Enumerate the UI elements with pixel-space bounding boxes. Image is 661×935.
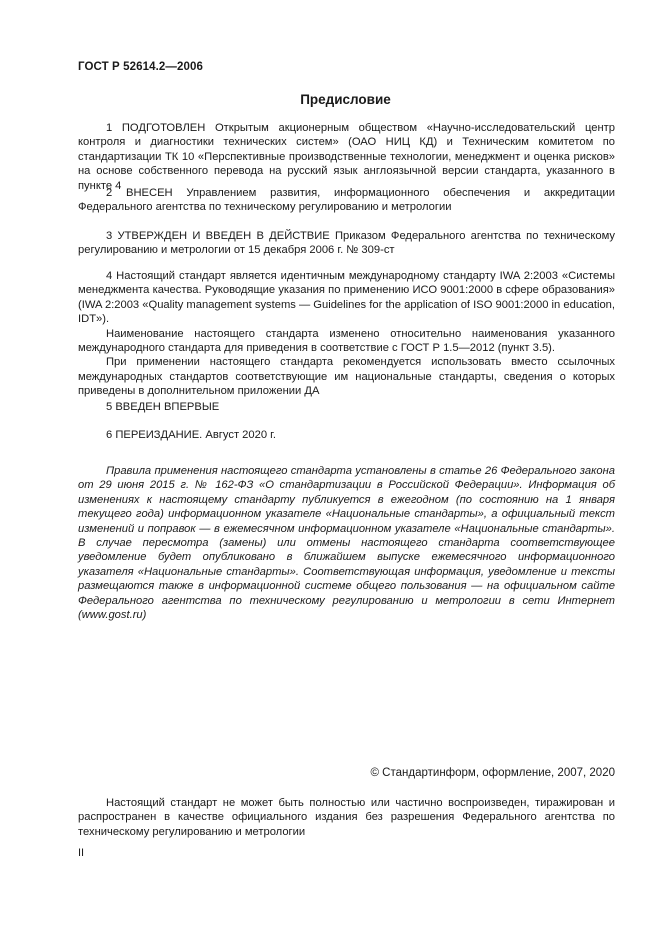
foreword-item-4 — [78, 269, 615, 399]
paragraph-prepared-by: 1 ПОДГОТОВЛЕН Открытым акционерным обществом «Научно-исследовательский центр контроля и диагностики технических систем» (ОАО НИЦ КД) и Техническим комитетом по стандартизации ТК 10 «Перспективные производственные технологии, менеджмент и оценка рисков» на основе собственного перевода на русский язык англоязычной версии стандарта, указанного в пункте 4 — [78, 122, 615, 192]
paragraph-reference-standards: При применении настоящего стандарта рекомендуется использовать вместо ссылочных международных стандартов соответствующие им национальные стандарты, сведения о которых приведены в дополнительном приложении ДА — [78, 356, 615, 398]
page-title: Предисловие — [300, 92, 391, 107]
reproduction-notice-text: Настоящий стандарт не может быть полностью или частично воспроизведен, тиражирован и распространен в качестве официального издания без разрешения Федерального агентства по техническому регулированию и метрологии — [78, 797, 615, 838]
foreword-item-5 — [78, 400, 615, 414]
rules-notice-text: Правила применения настоящего стандарта установлены в статье 26 Федерального закона от 29 июня 2015 г. № 162-ФЗ «О стандартизации в Российской Федерации». Информация об изменениях к настоящему стандарту публикуется в ежегодном (по состоянию на 1 января текущего года) информационном указателе «Национальные стандарты», а официальный текст изменений и поправок — в ежемесячном информационном указателе «Национальные стандарты». В случае пересмотра (замены) или отмены настоящего стандарта соответствующее уведомление будет опубликовано в ближайшем выпуске ежемесячного информационного указателя «Национальные стандарты». Соответствующая информация, уведомление и тексты размещаются также в информационной системе общего пользования — на официальном сайте Федерального агентства по техническому регулированию и метрологии в сети Интернет (www.gost.ru) — [78, 465, 615, 622]
paragraph-identical-standard: 4 Настоящий стандарт является идентичным международному стандарту IWA 2:2003 «Системы менеджмента качества. Руководящие указания по применению ИСО 9001:2000 в сфере образования» (IWA 2:2003 «Quality management systems — Guidelines for the application of ISO 9001:2000 in education, IDT»). — [78, 270, 615, 326]
paragraph-introduced-by: 2 ВНЕСЕН Управлением развития, информационного обеспечения и аккредитации Федерального агентства по техническому регулированию и метрологии — [78, 187, 615, 214]
foreword-item-2 — [78, 186, 615, 215]
paragraph-reissue: 6 ПЕРЕИЗДАНИЕ. Август 2020 г. — [106, 429, 276, 441]
copyright-line: © Стандартинформ, оформление, 2007, 2020 — [370, 767, 615, 779]
foreword-item-6 — [78, 428, 615, 442]
reproduction-notice — [78, 796, 615, 839]
document-code: ГОСТ Р 52614.2—2006 — [78, 61, 203, 73]
paragraph-name-changed: Наименование настоящего стандарта изменено относительно наименования указанного международного стандарта для приведения в соответствие с ГОСТ Р 1.5—2012 (пункт 3.5). — [78, 327, 615, 355]
foreword-item-3 — [78, 229, 615, 258]
paragraph-first-introduced: 5 ВВЕДЕН ВПЕРВЫЕ — [106, 401, 220, 413]
foreword-item-1 — [78, 121, 615, 193]
rules-of-application-notice — [78, 464, 615, 622]
paragraph-approved: 3 УТВЕРЖДЕН И ВВЕДЕН В ДЕЙСТВИЕ Приказом Федерального агентства по техническому регулированию и метрологии от 15 декабря 2006 г. № 309-ст — [78, 230, 615, 257]
page-number: II — [78, 847, 85, 859]
